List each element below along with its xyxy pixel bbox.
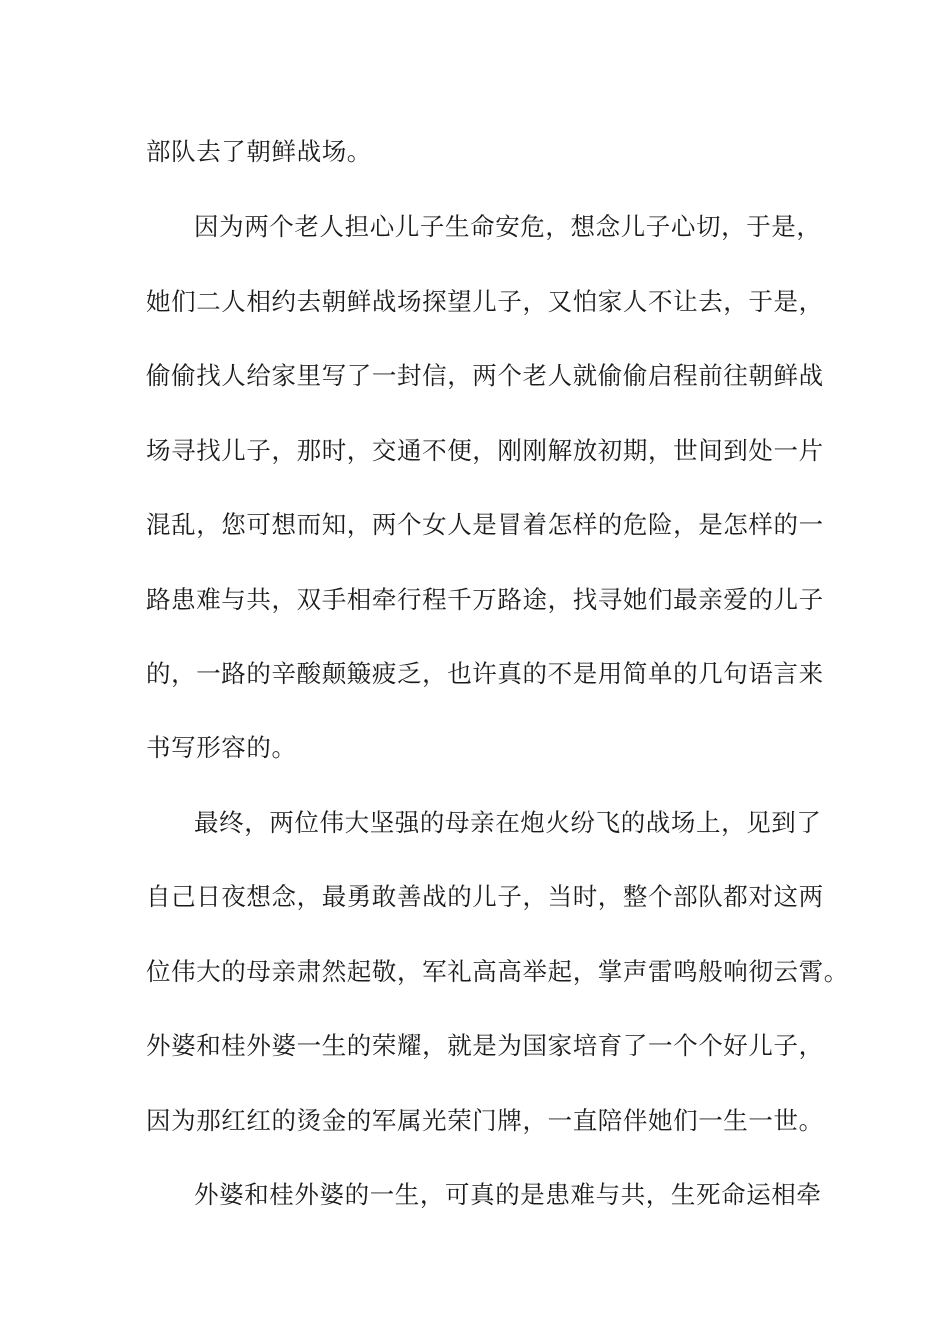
text-line-12: 位伟大的母亲肃然起敬，军礼高高举起，掌声雷鸣般响彻云霄。: [146, 957, 849, 986]
text-line-3: 她们二人相约去朝鲜战场探望儿子，又怕家人不让去，于是，: [146, 287, 824, 316]
text-line-15: 外婆和桂外婆的一生，可真的是患难与共，生死命运相牵: [194, 1180, 822, 1209]
text-line-1: 部队去了朝鲜战场。: [146, 137, 372, 166]
text-line-6: 混乱，您可想而知，两个女人是冒着怎样的危险，是怎样的一: [146, 510, 824, 539]
text-line-11: 自己日夜想念，最勇敢善战的儿子，当时，整个部队都对这两: [146, 882, 824, 911]
text-line-7: 路患难与共，双手相牵行程千万路途，找寻她们最亲爱的儿子: [146, 585, 824, 614]
text-line-10: 最终，两位伟大坚强的母亲在炮火纷飞的战场上，见到了: [194, 808, 822, 837]
text-line-14: 因为那红红的烫金的军属光荣门牌，一直陪伴她们一生一世。: [146, 1106, 824, 1135]
text-line-9: 书写形容的。: [146, 733, 297, 762]
text-line-5: 场寻找儿子，那时，交通不便，刚刚解放初期，世间到处一片: [146, 436, 824, 465]
text-line-13: 外婆和桂外婆一生的荣耀，就是为国家培育了一个个好儿子，: [146, 1031, 824, 1060]
text-line-2: 因为两个老人担心儿子生命安危，想念儿子心切，于是，: [194, 212, 822, 241]
text-line-4: 偷偷找人给家里写了一封信，两个老人就偷偷启程前往朝鲜战: [146, 361, 824, 390]
text-line-8: 的，一路的辛酸颠簸疲乏，也许真的不是用简单的几句语言来: [146, 659, 824, 688]
